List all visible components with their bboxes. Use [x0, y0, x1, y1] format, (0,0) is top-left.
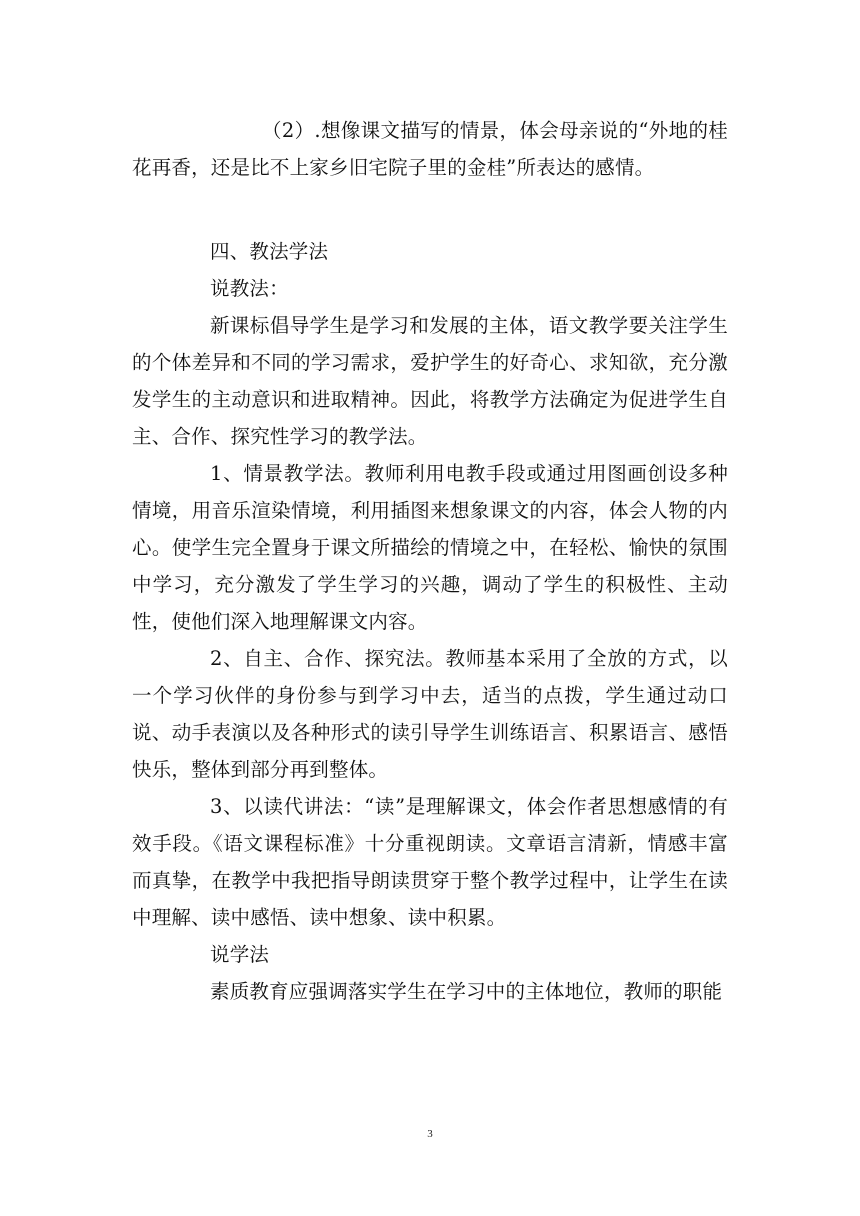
paragraph-method-2-inquiry: 2、自主、合作、探究法。教师基本采用了全放的方式，以一个学习伙伴的身份参与到学习中去，适当的点拨，学生通过动口说、动手表演以及各种形式的读引导学生训练语言、积累语言、感悟快乐，整体到部分再到整体。	[132, 647, 728, 781]
section-heading-teaching-methods: 四、教法学法	[210, 240, 329, 263]
paragraph-item-2: （2）.想像课文描写的情景，体会母亲说的“外地的桂花再香，还是比不上家乡旧宅院子里的金桂”所表达的感情。	[132, 119, 728, 179]
page-number: 3	[427, 1128, 433, 1140]
paragraph-curriculum-standard: 新课标倡导学生是学习和发展的主体，语文教学要关注学生的个体差异和不同的学习需求，爱护学生的好奇心、求知欲，充分激发学生的主动意识和进取精神。因此，将教学方法确定为促进学生自主、合作、探究性学习的教学法。	[132, 314, 728, 448]
document-body	[132, 112, 728, 1010]
subheading-teaching-method: 说教法：	[210, 277, 289, 300]
subheading-learning-method: 说学法	[210, 943, 270, 966]
paragraph-method-3-reading: 3、以读代讲法：“读”是理解课文，体会作者思想感情的有效手段。《语文课程标准》十分重视朗读。文章语言清新，情感丰富而真挚，在教学中我把指导朗读贯穿于整个教学过程中，让学生在读中理解、读中感悟、读中想象、读中积累。	[132, 795, 728, 929]
paragraph-quality-education: 素质教育应强调落实学生在学习中的主体地位，教师的职能	[210, 980, 723, 1003]
paragraph-method-1-situational: 1、情景教学法。教师利用电教手段或通过用图画创设多种情境，用音乐渲染情境，利用插图来想象课文的内容，体会人物的内心。使学生完全置身于课文所描绘的情境之中，在轻松、愉快的氛围中学习，充分激发了学生学习的兴趣，调动了学生的积极性、主动性，使他们深入地理解课文内容。	[132, 462, 728, 633]
